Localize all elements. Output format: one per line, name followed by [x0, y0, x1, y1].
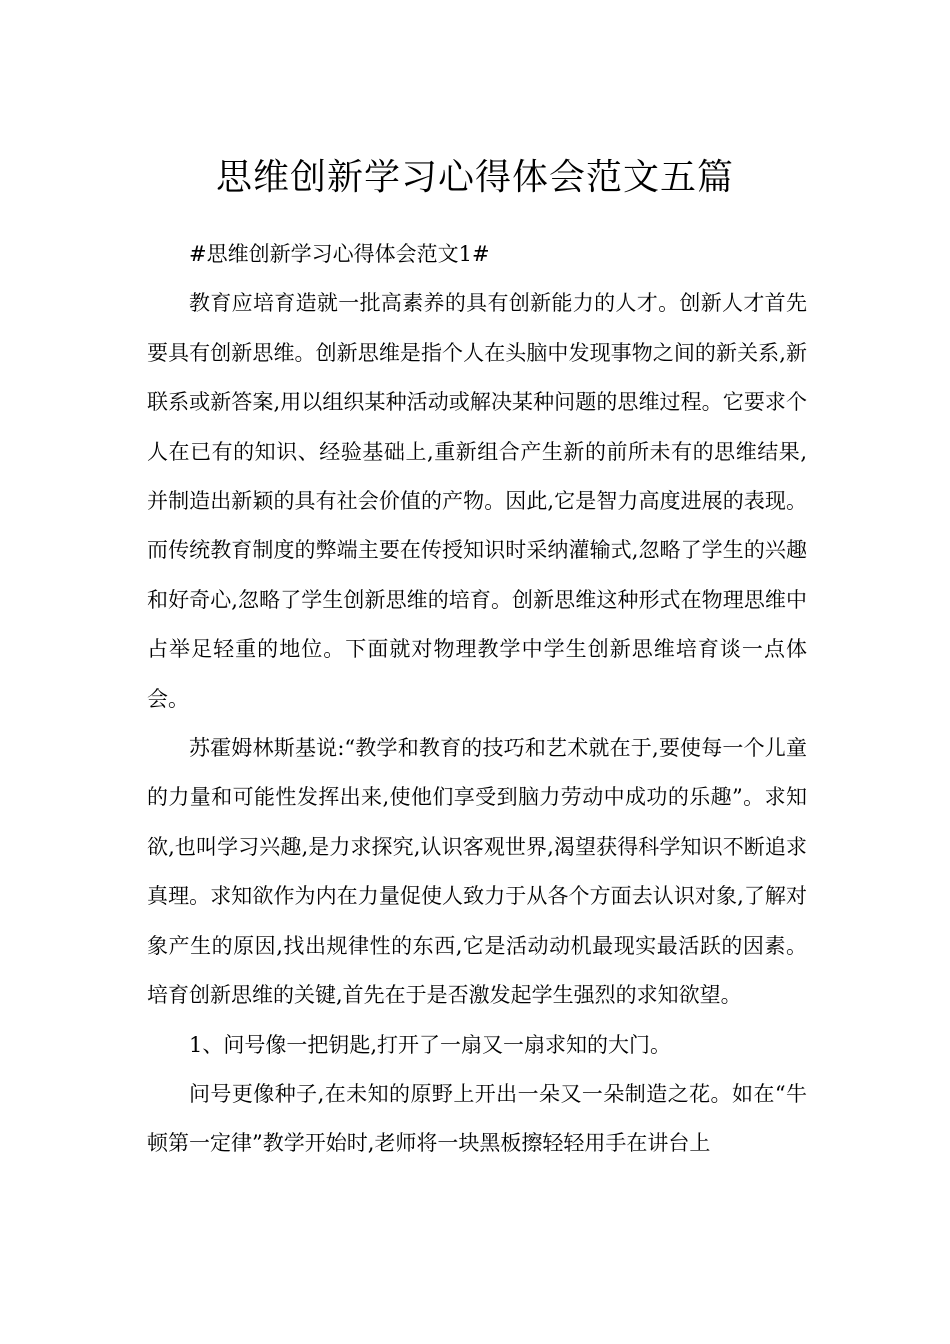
document-body	[147, 230, 807, 1169]
body-paragraph: 教育应培育造就一批高素养的具有创新能力的人才。创新人才首先要具有创新思维。创新思维是指个人在头脑中发现事物之间的新关系,新联系或新答案,用以组织某种活动或解决某种问题的思维过程。它要求个人在已有的知识、经验基础上,重新组合产生新的前所未有的思维结果,并制造出新颖的具有社会价值的产物。因此,它是智力高度进展的表现。而传统教育制度的弊端主要在传授知识时采纳灌输式,忽略了学生的兴趣和好奇心,忽略了学生创新思维的培育。创新思维这种形式在物理思维中占举足轻重的地位。下面就对物理教学中学生创新思维培育谈一点体会。	[147, 291, 807, 711]
body-paragraph: 问号更像种子,在未知的原野上开出一朵又一朵制造之花。如在“牛顿第一定律”教学开始时,老师将一块黑板擦轻轻用手在讲台上	[147, 1081, 807, 1156]
section-heading: #思维创新学习心得体会范文1#	[189, 242, 490, 266]
body-paragraph: 苏霍姆林斯基说:“教学和教育的技巧和艺术就在于,要使每一个儿童的力量和可能性发挥出来,使他们享受到脑力劳动中成功的乐趣”。求知欲,也叫学习兴趣,是力求探究,认识客观世界,渴望获得科学知识不断追求真理。求知欲作为内在力量促使人致力于从各个方面去认识对象,了解对象产生的原因,找出规律性的东西,它是活动动机最现实最活跃的因素。培育创新思维的关键,首先在于是否激发起学生强烈的求知欲望。	[147, 736, 807, 1008]
document-title: 思维创新学习心得体会范文五篇	[215, 157, 734, 199]
body-paragraph: 1、问号像一把钥匙,打开了一扇又一扇求知的大门。	[189, 1032, 672, 1057]
